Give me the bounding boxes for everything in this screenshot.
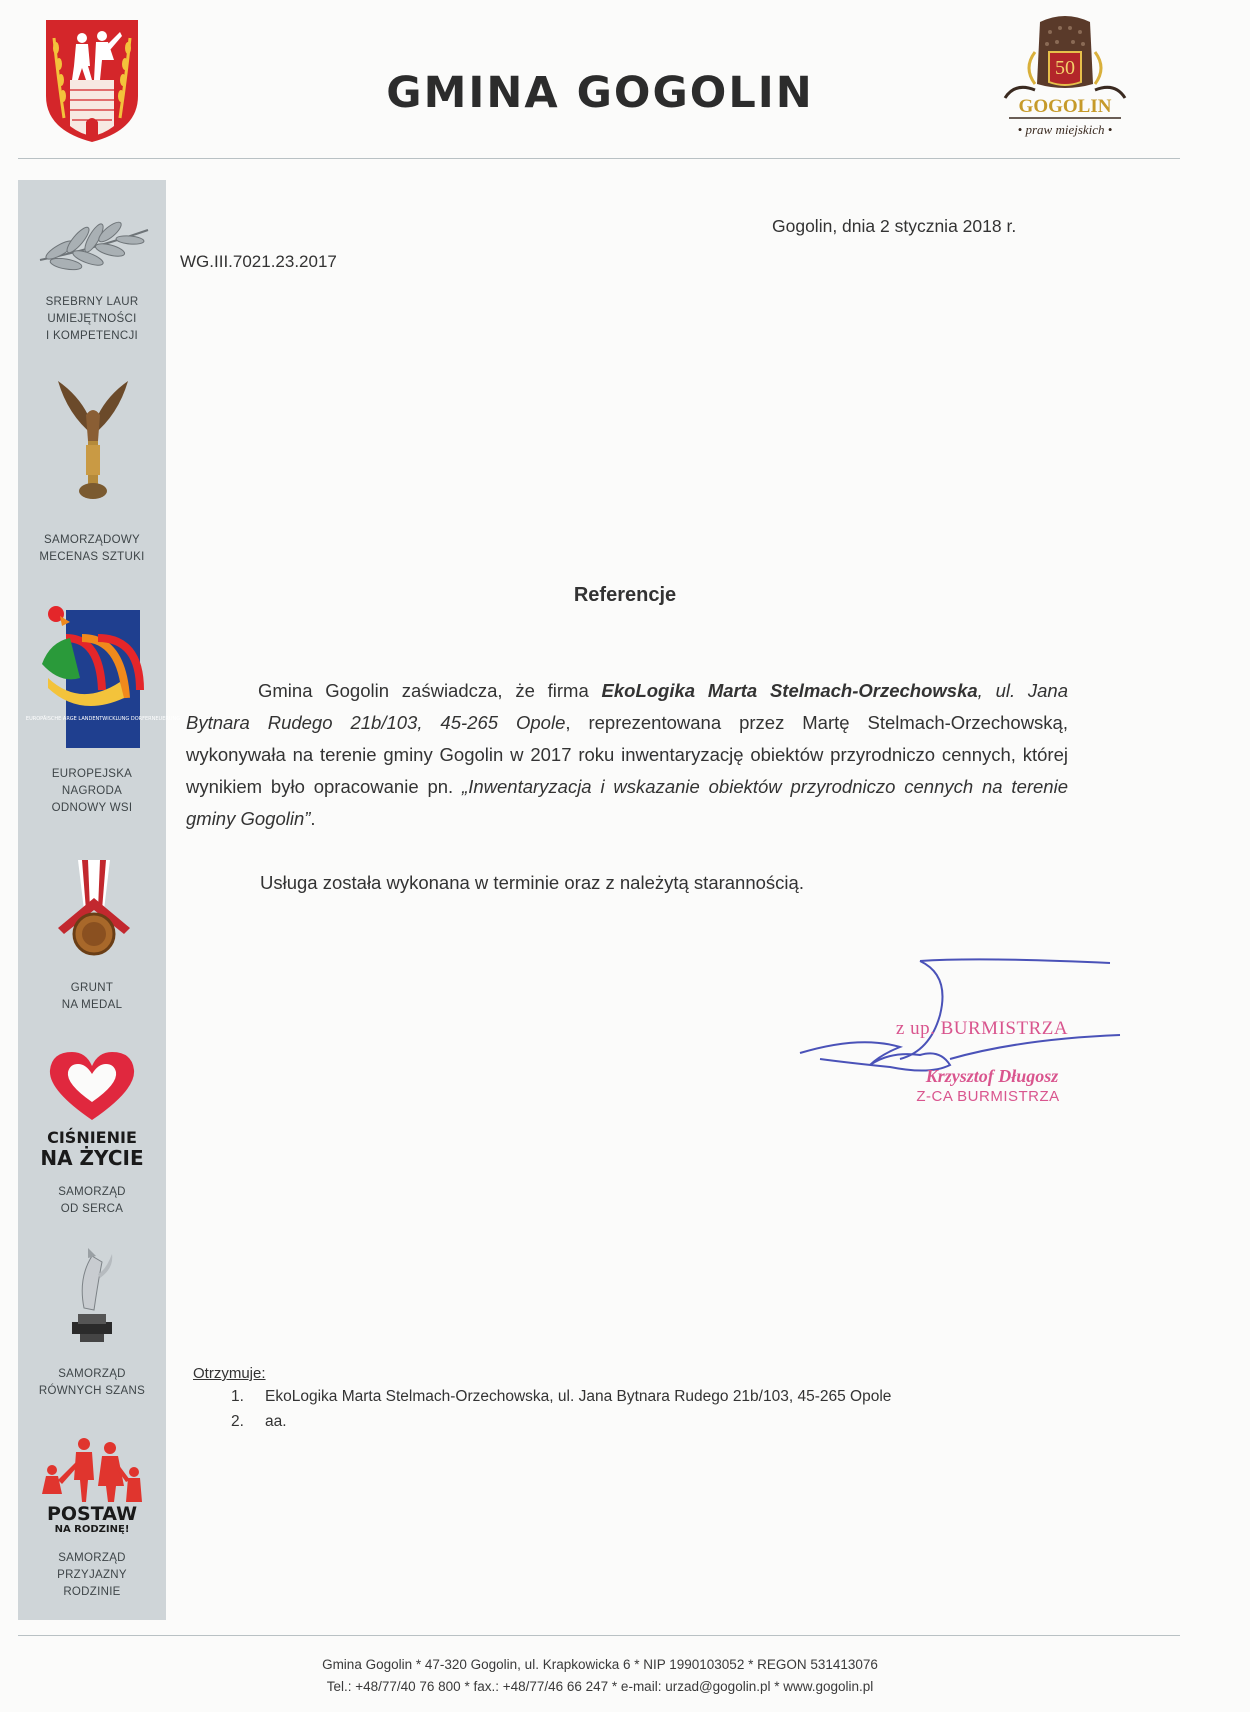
footer-divider	[18, 1635, 1180, 1636]
jubilee-subtitle: • praw miejskich •	[1017, 122, 1113, 137]
document-title: Referencje	[573, 584, 677, 606]
award-caption-laurel: SREBRNY LAUR UMIEJĘTNOŚCI I KOMPETENCJI	[45, 296, 139, 342]
stamp-line-3: Z-CA BURMISTRZA	[916, 1088, 1060, 1105]
header-divider	[18, 158, 1180, 159]
award-caption-rowne-szanse: SAMORZĄD RÓWNYCH SZANS	[38, 1368, 146, 1397]
postaw-logo-text: POSTAW NA RODZINĘ!	[46, 1503, 138, 1535]
official-stamp	[790, 960, 1150, 1110]
stamp-line-2: Krzysztof Długosz	[925, 1066, 1059, 1086]
footer-contact: Tel.: +48/77/40 76 800 * fax.: +48/77/46 66 247 * e-mail: urzad@gogolin.pl * www.gogolin.pl	[326, 1679, 874, 1694]
service-confirmation: Usługa została wykonana w terminie oraz z należytą starannością.	[260, 872, 804, 893]
awards-sidebar	[18, 180, 181, 1620]
award-caption-odnowa: EUROPEJSKA NAGRODA ODNOWY WSI	[51, 768, 133, 814]
rooster-logo-icon	[25, 598, 181, 748]
list-item: 2. aa.	[231, 1413, 287, 1430]
letter-date: Gogolin, dnia 2 stycznia 2018 r.	[772, 216, 1017, 236]
stamp-line-1: z up. BURMISTRZA	[895, 1018, 1069, 1039]
reference-paragraph: Gmina Gogolin zaświadcza, że firma EkoLogika Marta Stelmach-Orzechowska, ul. Jana Bytnara Rudego 21b/103, 45-265 Opole, reprezentowana przez Martę Stelmach-Orzechowską, wykonywała na terenie gminy Gogolin w 2017 roku inwentaryzację obiektów przyrodniczo cennych, której wynikiem było opracowanie pn. „Inwentaryzacja i wskazanie obiektów przyrodniczo cennych na terenie gminy Gogolin”.	[186, 680, 1069, 829]
jubilee-number: 50	[1055, 57, 1075, 79]
eagle-statuette-icon	[48, 375, 138, 515]
cisnienie-logo-text: CIŚNIENIE NA ŻYCIE	[40, 1128, 144, 1170]
award-caption-grunt: GRUNT NA MEDAL	[61, 982, 123, 1011]
jubilee-city: GOGOLIN	[1018, 96, 1112, 117]
company-address: , ul. Jana Bytnara Rudego 21b/103, 45-265 Opole	[186, 680, 1069, 733]
footer-address: Gmina Gogolin * 47-320 Gogolin, ul. Krapkowicka 6 * NIP 1990103052 * REGON 531413076	[322, 1657, 878, 1672]
award-caption-rodzina: SAMORZĄD PRZYJAZNY RODZINIE	[57, 1552, 127, 1598]
jubilee-logo-icon	[995, 12, 1135, 142]
trophy-icon	[58, 1248, 128, 1348]
page-title: GMINA GOGOLIN	[386, 68, 814, 118]
work-title: „Inwentaryzacja i wskazanie obiektów przyrodniczo cennych na terenie gminy Gogolin”	[186, 776, 1068, 829]
medal-icon	[48, 858, 140, 966]
laurel-icon	[30, 210, 154, 280]
award-caption-serce: SAMORZĄD OD SERCA	[58, 1186, 126, 1215]
footer	[0, 1654, 1200, 1698]
case-reference: WG.III.7021.23.2017	[180, 252, 337, 271]
recipients-label: Otrzymuje:	[193, 1365, 266, 1382]
family-icon	[36, 1436, 148, 1504]
argetext: EUROPÄISCHE ARGE LANDENTWICKLUNG DORFERNEUERUNG	[25, 716, 181, 722]
award-caption-mecenas: SAMORZĄDOWY MECENAS SZTUKI	[39, 534, 145, 563]
recipients-list	[193, 1384, 891, 1434]
list-item: 1. EkoLogika Marta Stelmach-Orzechowska, ul. Jana Bytnara Rudego 21b/103, 45-265 Opole	[231, 1388, 892, 1405]
company-name: EkoLogika Marta Stelmach-Orzechowska	[601, 680, 978, 701]
heart-icon	[44, 1050, 140, 1122]
